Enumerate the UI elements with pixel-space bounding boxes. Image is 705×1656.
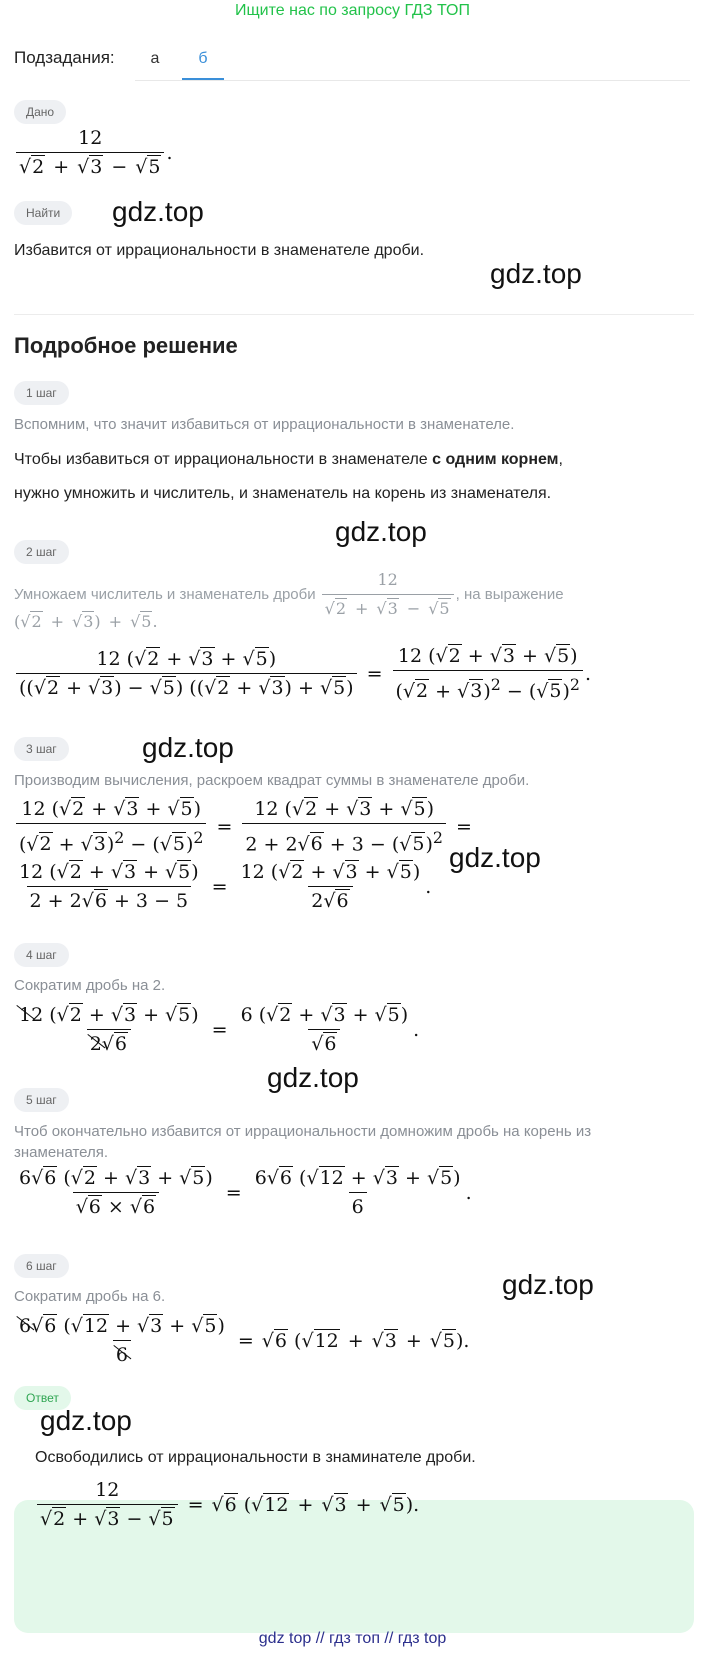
watermark: gdz.top <box>502 1269 594 1300</box>
step-6-equation: $\frac{6√6 (√12 + √3 + √5)}{6}$ = √ 6 (√ 12 + √ 3 + √ 5 ). <box>19 1315 470 1366</box>
tabs-divider <box>135 80 690 81</box>
watermark: gdz.top <box>490 258 582 289</box>
step-5-hint-2: знаменателя. <box>14 1144 109 1161</box>
given-expression: $\frac{12}{√2 + √3 - √5}$ . <box>14 126 173 179</box>
step-2-hint: Умножаем числитель и знаменатель дроби $\frac{12}{√2 + √3 - √5}$ , на выражение <box>14 568 564 621</box>
footer-links[interactable]: gdz top // гдз топ // гдз top <box>258 1630 447 1647</box>
tab-b[interactable]: б <box>182 44 224 80</box>
step-5-pill: 5 шаг <box>14 1088 69 1112</box>
step-6-pill: 6 шаг <box>14 1254 69 1278</box>
step-4-equation: $\frac{12 (√2 + √3 + √5)}{2√6}$ = $\frac{6 (√2 + √3 + √5)}{√6}$ . <box>19 1004 420 1055</box>
watermark: gdz.top <box>449 842 541 873</box>
solution-title: Подробное решение <box>14 333 238 358</box>
watermark: gdz.top <box>267 1062 359 1093</box>
subtasks-label: Подзадания: <box>14 48 115 67</box>
find-pill: Найти <box>14 201 72 225</box>
find-text: Избавится от иррациональности в знаменателе дроби. <box>14 242 425 259</box>
step-3-equation-2: $\frac{12 (√2 + √3 + √5)}{2 + 2√6 + 3 - 5}$ = $\frac{12 (√2 + √3 + √5)}{2√6}$ . <box>19 861 432 912</box>
top-banner: Ищите нас по запросу ГДЗ ТОП <box>235 2 470 19</box>
given-pill: Дано <box>14 100 66 124</box>
step-5-hint-1: Чтоб окончательно избавится от иррациональности домножим дробь на корень из <box>14 1123 592 1140</box>
step-2-equation: $\frac{12 (√2 + √3 + √5)}{((√2 + √3) - √5) ((√2 + √3) + √5)}$ = $\frac{12 (√2 + √3 + √5)}{(√2 + √3)^2 - (√5)^2}$ . <box>14 644 591 703</box>
step-3-hint: Производим вычисления, раскроем квадрат суммы в знаменателе дроби. <box>14 772 530 789</box>
answer-text: Освободились от иррациональности в знаминателе дроби. <box>35 1449 476 1466</box>
step-1-line-1: Чтобы избавиться от иррациональности в знаменателе с одним корнем, <box>14 451 563 468</box>
watermark: gdz.top <box>142 732 234 763</box>
step-6-hint: Сократим дробь на 6. <box>14 1288 166 1305</box>
watermark: gdz.top <box>112 196 204 227</box>
section-divider <box>14 314 694 315</box>
watermark: gdz.top <box>40 1405 132 1436</box>
step-1-hint: Вспомним, что значит избавиться от иррациональности в знаменателе. <box>14 416 515 433</box>
tab-a[interactable]: а <box>150 50 160 67</box>
watermark: gdz.top <box>335 516 427 547</box>
answer-equation: $\frac{12}{√2 + √3 - √5}$ = √ 6 (√ 12 + √ 3 + √ 5 ). <box>35 1478 419 1531</box>
step-5-equation: $\frac{6√6 (√2 + √3 + √5)}{√6 \times √6}$ = $\frac{6√6 (√12 + √3 + √5)}{6}$ . <box>19 1167 472 1218</box>
step-3-equation-1: $\frac{12 (√2 + √3 + √5)}{(√2 + √3)^2 - (√5)^2}$ = $\frac{12 (√2 + √3 + √5)}{2 + 2√6 + 3 - (√5)^2}$ = <box>14 797 480 856</box>
step-4-pill: 4 шаг <box>14 943 69 967</box>
step-2-pill: 2 шаг <box>14 540 69 564</box>
step-1-line-2: нужно умножить и числитель, и знаменатель на корень из знаменателя. <box>14 485 552 502</box>
step-4-hint: Сократим дробь на 2. <box>14 977 166 994</box>
step-2-multiplier: (√ 2 + √ 3 ) + √ 5 . <box>14 612 158 631</box>
step-1-pill: 1 шаг <box>14 381 69 405</box>
answer-pill: Ответ <box>14 1386 71 1410</box>
step-3-pill: 3 шаг <box>14 737 69 761</box>
